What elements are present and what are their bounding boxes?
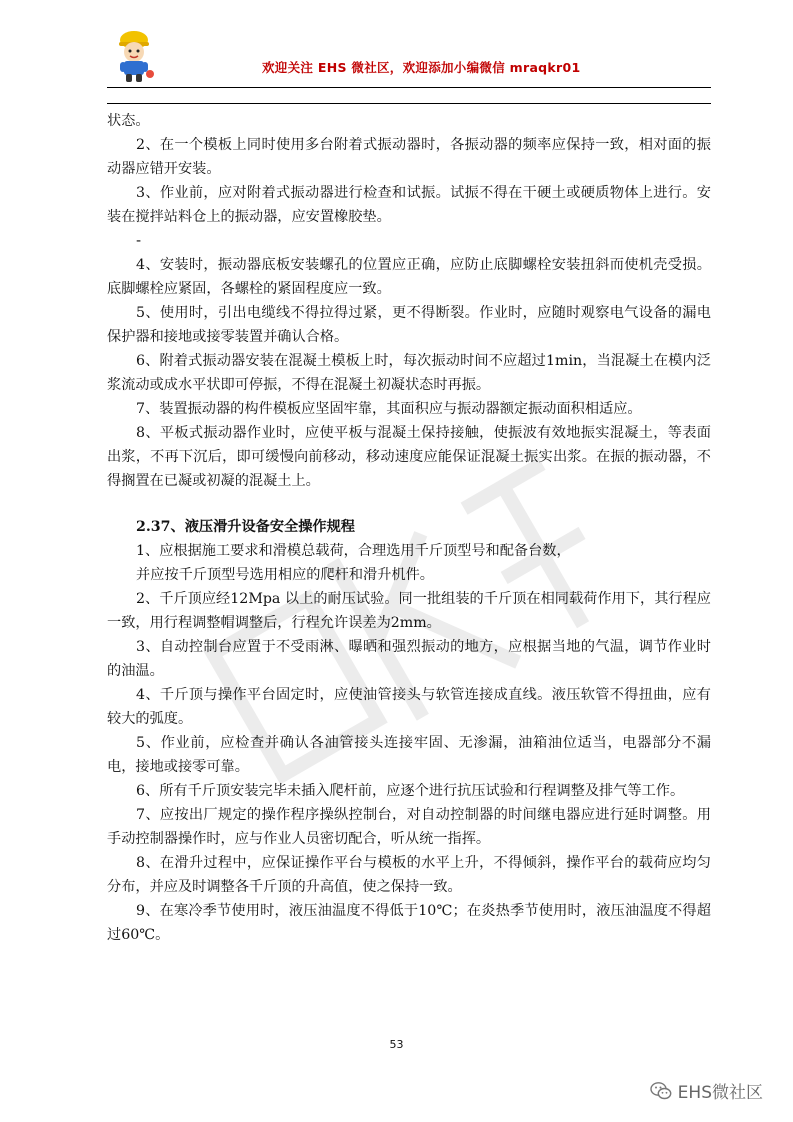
paragraph: 6、所有千斤顶安装完毕未插入爬杆前，应逐个进行抗压试验和行程调整及排气等工作。 — [136, 783, 685, 799]
section-heading: 2.37、液压滑升设备安全操作规程 — [136, 519, 355, 535]
header-rule-secondary — [107, 103, 711, 104]
paragraph: 3、作业前，应对附着式振动器进行检查和试振。试振不得在干硬土或硬质物体上进行。安装在搅拌站料仓上的振动器，应安置橡胶垫。 — [107, 185, 711, 225]
paragraph: 5、作业前，应检查并确认各油管接头连接牢固、无渗漏，油箱油位适当，电器部分不漏电，接地或接零可靠。 — [107, 735, 711, 775]
paragraph: 2、千斤顶应经12Mpa 以上的耐压试验。同一批组装的千斤顶在相同载荷作用下，其行程应一致，用行程调整帽调整后，行程允许误差为2mm。 — [107, 591, 711, 631]
header-banner: 欢迎关注 EHS 微社区，欢迎添加小编微信 mraqkr01 — [262, 60, 581, 75]
paragraph: 7、装置振动器的构件模板应坚固牢靠，其面积应与振动器额定振动面积相适应。 — [136, 401, 642, 417]
paragraph: 3、自动控制台应置于不受雨淋、曝晒和强烈振动的地方，应根据当地的气温，调节作业时的油温。 — [107, 639, 711, 679]
dash-mark: - — [136, 233, 142, 249]
wechat-icon — [650, 1081, 672, 1101]
paragraph: 1、应根据施工要求和滑模总载荷，合理选用千斤顶型号和配备台数， — [136, 543, 571, 559]
paragraph: 8、在滑升过程中，应保证操作平台与模板的水平上升，不得倾斜，操作平台的载荷应均匀分布，并应及时调整各千斤顶的升高值，使之保持一致。 — [107, 855, 711, 895]
paragraph: 4、千斤顶与操作平台固定时，应使油管接头与软管连接成直线。液压软管不得扭曲，应有较大的弧度。 — [107, 687, 711, 727]
paragraph: 7、应按出厂规定的操作程序操纵控制台，对自动控制器的时间继电器应进行延时调整。用手动控制器操作时，应与作业人员密切配合，听从统一指挥。 — [107, 807, 711, 847]
paragraph: 6、附着式振动器安装在混凝土模板上时，每次振动时间不应超过1min，当混凝土在模内泛浆流动或成水平状即可停振，不得在混凝土初凝状态时再振。 — [107, 353, 711, 393]
paragraph: 8、平板式振动器作业时，应使平板与混凝土保持接触，使振波有效地振实混凝土，等表面出浆，不再下沉后，即可缓慢向前移动，移动速度应能保证混凝土振实出浆。在振的振动器，不得搁置在已凝或初凝的混凝土上。 — [107, 425, 711, 489]
document-body — [107, 109, 711, 947]
paragraph: 2、在一个模板上同时使用多台附着式振动器时，各振动器的频率应保持一致，相对面的振动器应错开安装。 — [107, 137, 711, 177]
brand-watermark — [650, 1078, 763, 1103]
paragraph: 5、使用时，引出电缆线不得拉得过紧，更不得断裂。作业时，应随时观察电气设备的漏电保护器和接地或接零装置并确认合格。 — [107, 305, 711, 345]
brand-label: EHS微社区 — [677, 1083, 763, 1103]
header-rule — [107, 87, 711, 88]
paragraph: 状态。 — [107, 113, 150, 129]
paragraph: 4、安装时，振动器底板安装螺孔的位置应正确，应防止底脚螺栓安装扭斜而使机壳受损。底脚螺栓应紧固，各螺栓的紧固程度应一致。 — [107, 257, 711, 297]
worker-mascot-icon — [110, 28, 158, 84]
page-number: 53 — [389, 1038, 404, 1051]
paragraph: 并应按千斤顶型号选用相应的爬杆和滑升机件。 — [136, 567, 434, 583]
paragraph: 9、在寒冷季节使用时，液压油温度不得低于10℃；在炎热季节使用时，液压油温度不得超过60℃。 — [107, 903, 711, 943]
